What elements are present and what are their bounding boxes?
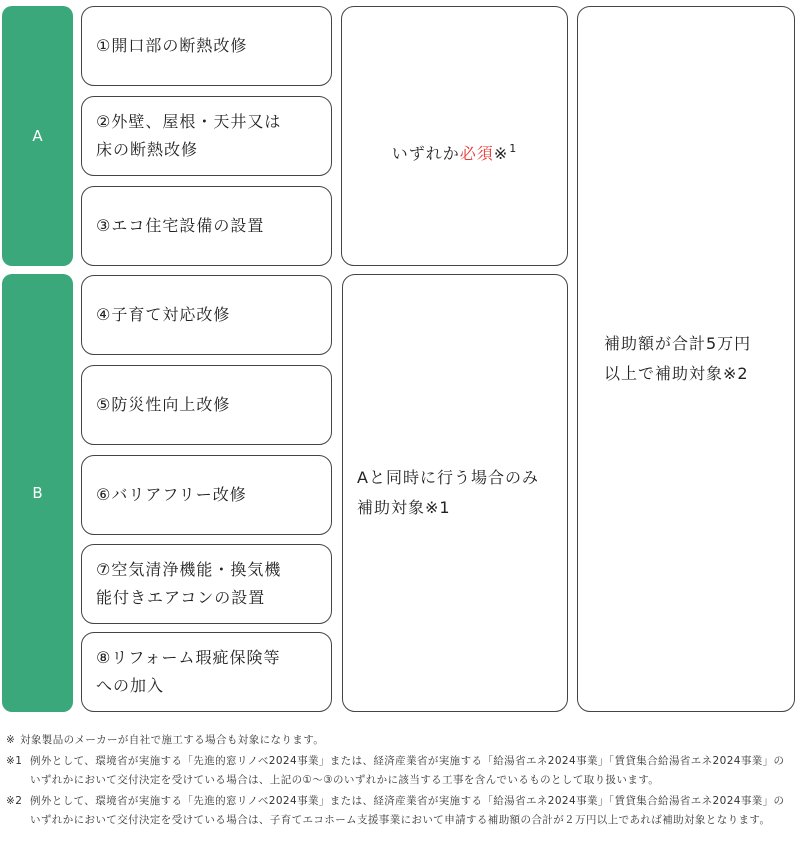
footnote-text: 例外として、環境省が実施する「先進的窓リノベ2024事業」または、経済産業省が実施する「給湯省エネ2024事業」「賃貸集合給湯省エネ2024事業」のいずれかにおいて交付決定を受けている場合は、上記の①〜③のいずれかに該当する工事を含んでいるものとして取り扱います。 — [30, 755, 785, 786]
item-eco-equipment — [81, 186, 332, 266]
note-ref: 1 — [509, 141, 518, 155]
item-label: ⑧リフォーム瑕疵保険等 への加入 — [96, 648, 281, 695]
item-label: ②外壁、屋根・天井又は 床の断熱改修 — [96, 112, 282, 159]
item-label: ⑦空気清浄機能・換気機 能付きエアコンの設置 — [96, 560, 282, 607]
item-label: ④子育て対応改修 — [96, 305, 231, 324]
item-label: ⑥バリアフリー改修 — [96, 485, 247, 504]
group-b-condition — [342, 274, 568, 712]
item-wall-roof-insulation — [81, 96, 332, 176]
group-b-text: B — [32, 484, 43, 502]
total-condition-text: 補助額が合計5万円 以上で補助対象※2 — [604, 334, 752, 383]
group-a-text: A — [32, 127, 43, 145]
item-opening-insulation — [81, 6, 332, 86]
footnote-1 — [6, 752, 791, 790]
footnote-mark: ※1 — [6, 755, 23, 767]
condition-suffix: ※ — [493, 143, 509, 163]
group-a-label — [2, 6, 73, 266]
item-label: ③エコ住宅設備の設置 — [96, 216, 265, 235]
required-highlight: 必須 — [459, 143, 494, 163]
item-disaster-prevention — [81, 365, 332, 445]
item-label: ⑤防災性向上改修 — [96, 395, 231, 414]
condition-prefix: いずれか — [391, 143, 460, 163]
group-b-condition-text: Aと同時に行う場合のみ 補助対象※1 — [357, 468, 539, 517]
footnote-2 — [6, 792, 791, 830]
item-label: ①開口部の断熱改修 — [96, 36, 248, 55]
group-a-condition — [341, 6, 568, 266]
footnote-mark: ※2 — [6, 795, 23, 807]
item-childcare-renovation — [81, 275, 332, 355]
item-defect-insurance — [81, 632, 332, 712]
footnote-general — [6, 731, 791, 750]
footnote-mark: ※ — [6, 734, 16, 746]
footnotes — [6, 731, 791, 830]
footnote-text: 対象製品のメーカーが自社で施工する場合も対象になります。 — [20, 734, 325, 746]
item-air-conditioner — [81, 544, 332, 624]
group-b-label — [2, 274, 73, 712]
footnote-text: 例外として、環境省が実施する「先進的窓リノベ2024事業」または、経済産業省が実施する「給湯省エネ2024事業」「賃貸集合給湯省エネ2024事業」のいずれかにおいて交付決定を受けている場合は、子育てエコホーム支援事業において申請する補助額の合計が２万円以上であれば補助対象となります。 — [30, 795, 785, 826]
item-barrier-free — [81, 455, 332, 535]
total-condition — [577, 6, 795, 712]
